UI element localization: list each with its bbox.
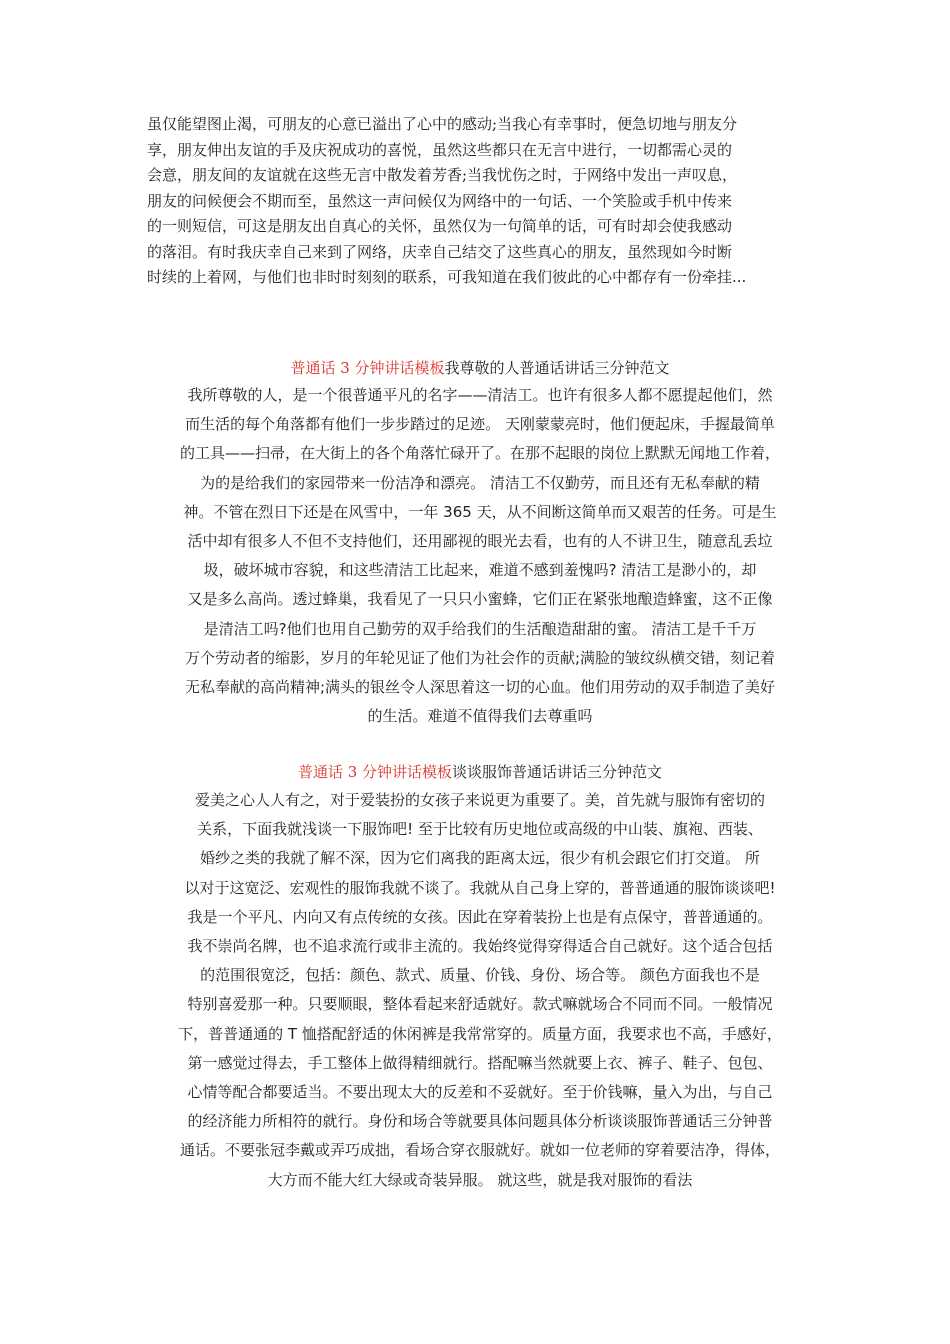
intro-line: 的一则短信，可这是朋友出自真心的关怀，虽然仅为一句简单的话，可有时却会使我感动 xyxy=(147,217,733,235)
section-2-line: 心情等配合都要适当。不要出现太大的反差和不妥就好。至于价钱嘛，量入为出，与自己 xyxy=(187,1083,773,1102)
intro-line: 时续的上着网，与他们也非时时刻刻的联系，可我知道在我们彼此的心中都存有一份牵挂... xyxy=(147,268,747,286)
section-1-title-text: 我尊敬的人普通话讲话三分钟范文 xyxy=(444,359,670,377)
section-2-line: 大方而不能大红大绿或奇装异服。 就这些，就是我对服饰的看法 xyxy=(267,1170,693,1189)
section-2-title-text: 谈谈服饰普通话讲话三分钟范文 xyxy=(452,763,663,781)
section-2-line: 通话。不要张冠李戴或弄巧成拙，看场合穿衣服就好。就如一位老师的穿着要洁净，得体， xyxy=(179,1141,780,1160)
section-1-line: 而生活的每个角落都有他们一步步踏过的足迹。 天刚蒙蒙亮时，他们便起床，手握最简单 xyxy=(185,415,775,434)
intro-line: 享，朋友伸出友谊的手及庆祝成功的喜悦，虽然这些都只在无言中进行，一切都需心灵的 xyxy=(147,140,733,159)
intro-line: 朋友的问候便会不期而至，虽然这一声问候仅为网络中的一句话、一个笑脸或手机中传来 xyxy=(147,191,733,210)
section-2-title-prefix: 普通话 3 分钟讲话模板 xyxy=(297,763,453,781)
section-1-line: 无私奉献的高尚精神;满头的银丝令人深思着这一切的心血。他们用劳动的双手制造了美好 xyxy=(184,678,776,697)
section-2-line: 我不崇尚名牌，也不追求流行或非主流的。我始终觉得穿得适合自己就好。这个适合包括 xyxy=(187,937,773,956)
section-1-line: 为的是给我们的家园带来一份洁净和漂亮。 清洁工不仅勤劳，而且还有无私奉献的精 xyxy=(200,473,760,492)
intro-line: 虽仅能望图止渴，可朋友的心意已溢出了心中的感动;当我心有幸事时，便急切地与朋友分 xyxy=(147,115,738,133)
section-1-body xyxy=(140,381,820,731)
section-2-line: 婚纱之类的我就了解不深，因为它们离我的距离太远，很少有机会跟它们打交道。 所 xyxy=(200,849,760,868)
section-1-line: 的工具——扫帚，在大街上的各个角落忙碌开了。在那不起眼的岗位上默默无闻地工作着， xyxy=(179,444,780,463)
section-1-line: 神。不管在烈日下还是在风雪中，一年 365 天，从不间断这简单而又艰苦的任务。可是生 xyxy=(183,502,777,521)
section-1-line: 万个劳动者的缩影，岁月的年轮见证了他们为社会作的贡献;满脸的皱纹纵横交错，刻记着 xyxy=(184,648,776,667)
section-1-line: 又是多么高尚。透过蜂巢，我看见了一只只小蜜蜂，它们正在紧张地酿造蜂蜜，这不正像 xyxy=(187,590,773,609)
intro-paragraph xyxy=(147,112,813,291)
intro-line: 会意，朋友间的友谊就在这些无言中散发着芳香;当我忧伤之时，于网络中发出一声叹息， xyxy=(147,166,738,184)
section-1-line: 活中却有很多人不但不支持他们，还用鄙视的眼光去看，也有的人不讲卫生，随意乱丢垃 xyxy=(187,532,773,551)
section-2-line: 以对于这宽泛、宏观性的服饰我就不谈了。我就从自己身上穿的，普普通通的服饰谈谈吧! xyxy=(184,878,776,897)
section-1-line: 圾，破坏城市容貌，和这些清洁工比起来，难道不感到羞愧吗? 清洁工是渺小的，却 xyxy=(203,561,757,580)
section-2-line: 第一感觉过得去，手工整体上做得精细就行。搭配嘛当然就要上衣、裤子、鞋子、包包、 xyxy=(187,1053,773,1072)
section-2-line: 关系，下面我就浅谈一下服饰吧! 至于比较有历史地位或高级的中山装、旗袍、西装、 xyxy=(197,820,763,839)
section-2-line: 特别喜爱那一种。只要顺眼，整体看起来舒适就好。款式嘛就场合不同而不同。一般情况 xyxy=(187,995,773,1014)
intro-line: 的落泪。有时我庆幸自己来到了网络，庆幸自己结交了这些真心的朋友，虽然现如今时断 xyxy=(147,242,733,261)
section-2-line: 爱美之心人人有之，对于爱装扮的女孩子来说更为重要了。美，首先就与服饰有密切的 xyxy=(194,791,765,809)
section-1-title xyxy=(140,356,820,380)
section-1-line: 是清洁工吗?他们也用自己勤劳的双手给我们的生活酿造甜甜的蜜。 清洁工是千千万 xyxy=(203,619,757,638)
section-2-title xyxy=(140,760,820,784)
section-2-line: 的范围很宽泛，包括：颜色、款式、质量、价钱、身份、场合等。 颜色方面我也不是 xyxy=(200,966,760,985)
section-2-line: 的经济能力所相符的就行。身份和场合等就要具体问题具体分析谈谈服饰普通话三分钟普 xyxy=(187,1112,773,1131)
section-2-line: 下，普普通通的 T 恤搭配舒适的休闲裤是我常常穿的。质量方面，我要求也不高，手感好， xyxy=(178,1024,782,1043)
section-2-body xyxy=(140,786,820,1195)
section-1-line: 我所尊敬的人，是一个很普通平凡的名字——清洁工。也许有很多人都不愿提起他们，然 xyxy=(187,386,773,404)
section-1-title-prefix: 普通话 3 分钟讲话模板 xyxy=(290,359,445,377)
section-2-line: 我是一个平凡、内向又有点传统的女孩。因此在穿着装扮上也是有点保守，普普通通的。 xyxy=(187,907,773,926)
section-1-line: 的生活。难道不值得我们去尊重吗 xyxy=(367,707,593,726)
